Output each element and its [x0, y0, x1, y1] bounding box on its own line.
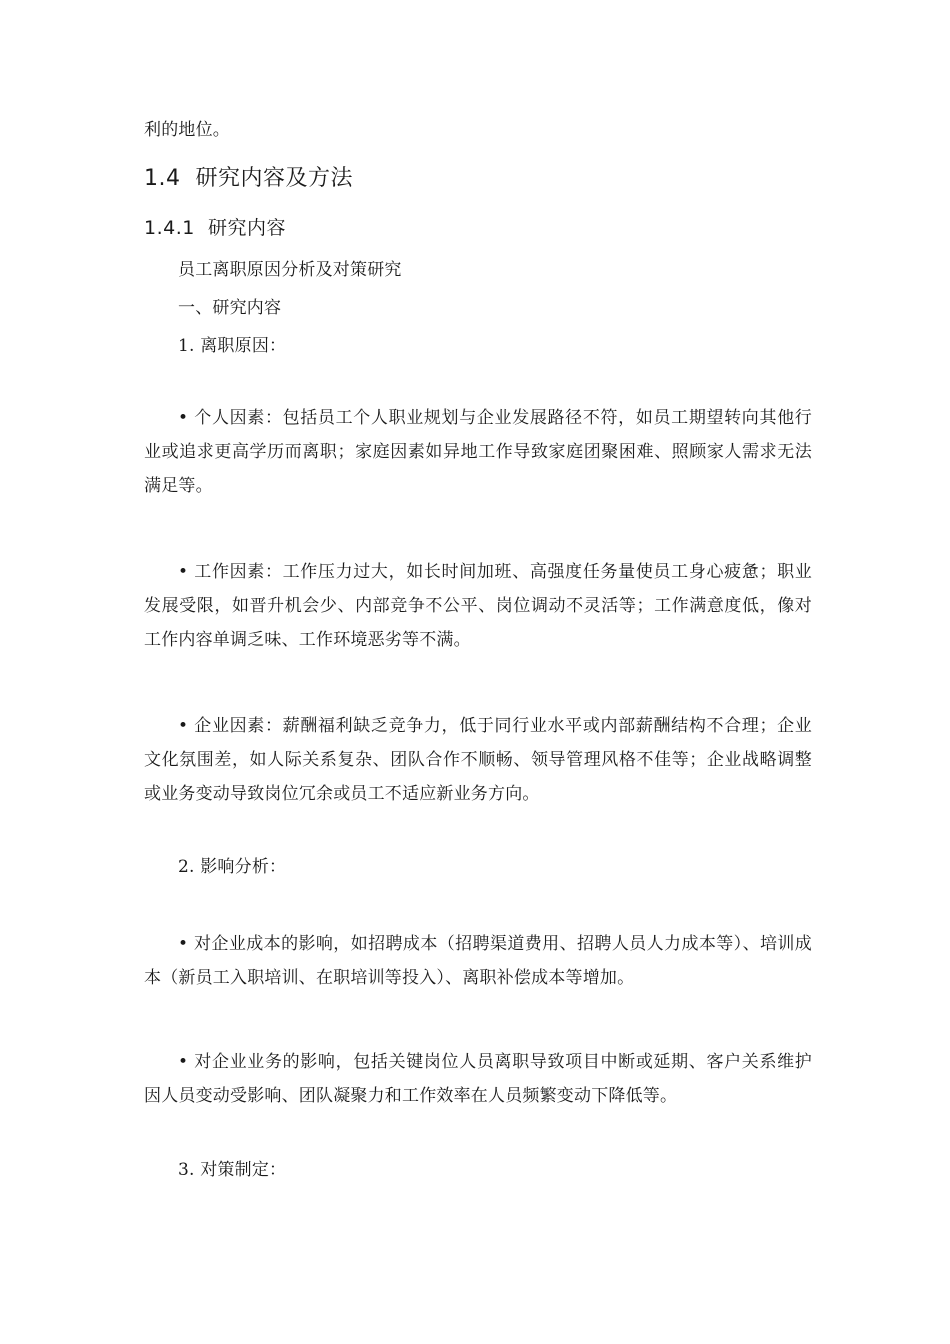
item-heading: 1. 离职原因： — [178, 336, 287, 356]
subsection-heading — [144, 213, 812, 243]
subsection-number: 1.4.1 — [144, 217, 195, 239]
bullet-paragraph: • 企业因素：薪酬福利缺乏竞争力，低于同行业水平或内部薪酬结构不合理；企业文化氛围差，如人际关系复杂、团队合作不顺畅、领导管理风格不佳等；企业战略调整或业务变动导致岗位冗余或员工不适应新业务方向。 — [144, 716, 812, 804]
bullet-paragraph: • 对企业业务的影响，包括关键岗位人员离职导致项目中断或延期、客户关系维护因人员变动受影响、团队凝聚力和工作效率在人员频繁变动下降低等。 — [144, 1052, 812, 1106]
item-heading: 3. 对策制定： — [178, 1160, 287, 1180]
continuation-text: 利的地位。 — [144, 120, 230, 140]
section-heading — [144, 163, 812, 195]
bullet-paragraph: • 工作因素：工作压力过大，如长时间加班、高强度任务量使员工身心疲惫；职业发展受限，如晋升机会少、内部竞争不公平、岗位调动不灵活等；工作满意度低，像对工作内容单调乏味、工作环境恶劣等不满。 — [144, 562, 812, 650]
subsection-title: 研究内容 — [207, 217, 286, 239]
part-heading: 一、研究内容 — [178, 298, 282, 318]
section-title: 研究内容及方法 — [195, 166, 354, 191]
topic-line: 员工离职原因分析及对策研究 — [178, 260, 402, 280]
item-heading: 2. 影响分析： — [178, 857, 287, 877]
section-number: 1.4 — [144, 166, 181, 191]
bullet-paragraph: • 个人因素：包括员工个人职业规划与企业发展路径不符，如员工期望转向其他行业或追求更高学历而离职；家庭因素如异地工作导致家庭团聚困难、照顾家人需求无法满足等。 — [144, 408, 812, 496]
bullet-paragraph: • 对企业成本的影响，如招聘成本（招聘渠道费用、招聘人员人力成本等）、培训成本（新员工入职培训、在职培训等投入）、离职补偿成本等增加。 — [144, 934, 812, 988]
